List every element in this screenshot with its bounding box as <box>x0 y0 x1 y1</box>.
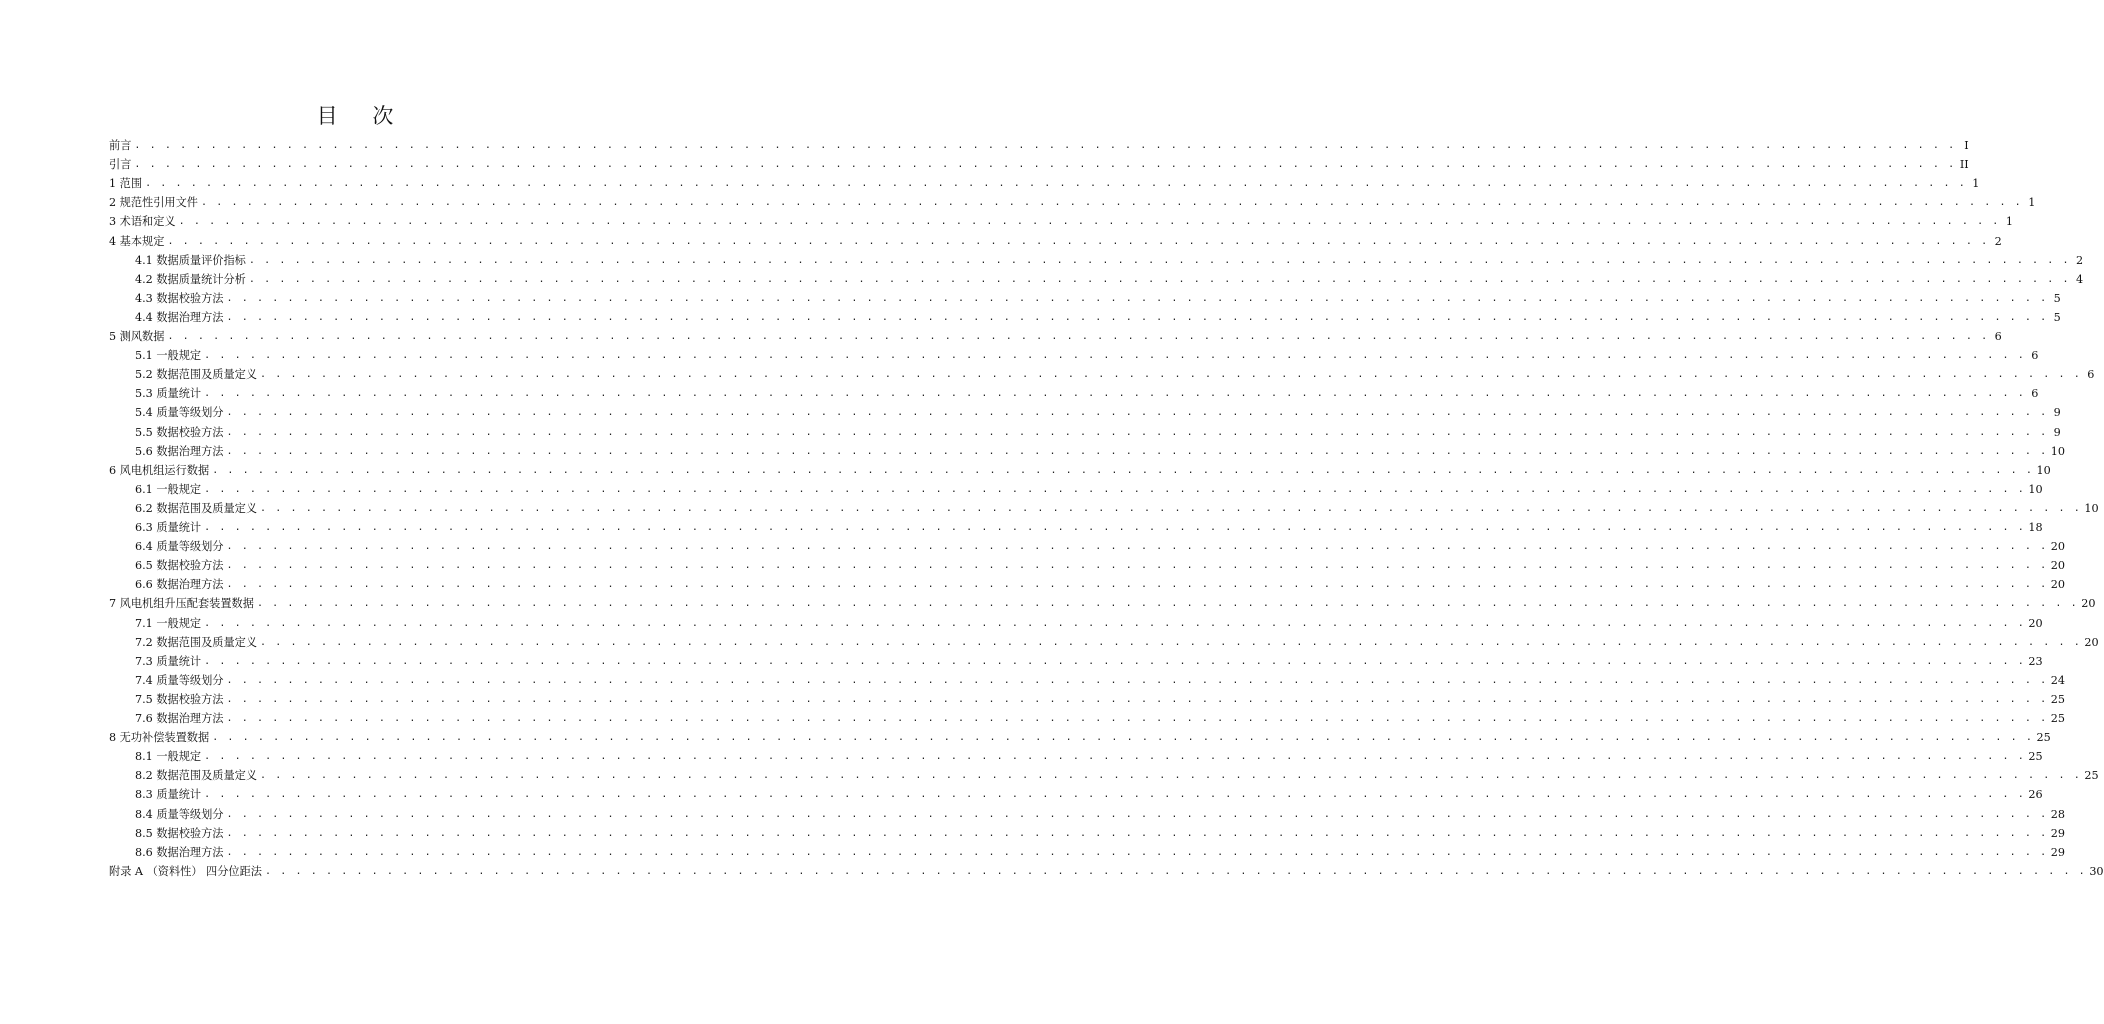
toc-entry-page: 6 <box>1994 330 2002 343</box>
toc-entry[interactable] <box>135 652 2043 671</box>
toc-entry-label: 引言 <box>109 158 132 172</box>
toc-leader-dots: . . . . . . . . . . . . . . . . . . . . . . . . . . . . . . . . . . . . . . . . . . . . . . . . . . . . . . . . . . . . . . . . . . . . . . . . . . . . . . . . . . . . . . . . . . . . . . . . . . . . . . . . . . . . . . . . . . . . . . . . <box>226 579 2048 591</box>
toc-leader-dots: . . . . . . . . . . . . . . . . . . . . . . . . . . . . . . . . . . . . . . . . . . . . . . . . . . . . . . . . . . . . . . . . . . . . . . . . . . . . . . . . . . . . . . . . . . . . . . . . . . . . . . . . . . . . . . . . . . . . . . . . <box>212 464 2034 476</box>
toc-entry-page: 26 <box>2028 788 2043 802</box>
toc-entry-label: 5.5 数据校验方法 <box>135 425 224 439</box>
toc-leader-dots: . . . . . . . . . . . . . . . . . . . . . . . . . . . . . . . . . . . . . . . . . . . . . . . . . . . . . . . . . . . . . . . . . . . . . . . . . . . . . . . . . . . . . . . . . . . . . . . . . . . . . . . . . . . . . . . . . . . . . . . . <box>226 426 2048 438</box>
toc-entry[interactable] <box>109 232 2002 251</box>
toc-entry[interactable] <box>135 633 2099 652</box>
toc-entry-page: 5 <box>2053 291 2061 305</box>
toc-entry[interactable] <box>135 805 2066 824</box>
toc-entry-label: 6.3 质量统计 <box>135 521 202 534</box>
toc-entry[interactable] <box>135 270 2084 289</box>
toc-entry-label: 6.4 质量等级划分 <box>135 540 224 554</box>
toc-entry-page: 2 <box>2076 253 2084 267</box>
toc-entry[interactable] <box>135 251 2084 270</box>
toc-entry-page: 9 <box>2053 406 2061 420</box>
toc-entry-label: 8.4 质量等级划分 <box>135 807 224 821</box>
toc-entry-label: 7.1 一般规定 <box>135 616 202 630</box>
toc-entry-label: 8 无功补偿装置数据 <box>109 731 210 745</box>
toc-entry-page: 20 <box>2028 616 2043 630</box>
toc-leader-dots: . . . . . . . . . . . . . . . . . . . . . . . . . . . . . . . . . . . . . . . . . . . . . . . . . . . . . . . . . . . . . . . . . . . . . . . . . . . . . . . . . . . . . . . . . . . . . . . . . . . . . . . . . . . . . . . . . . . . . . . . <box>167 331 1989 342</box>
toc-entry[interactable] <box>135 480 2043 499</box>
page-title: 目 次 <box>316 104 408 128</box>
toc-entry[interactable] <box>109 862 2104 881</box>
toc-entry[interactable] <box>135 365 2095 384</box>
toc-leader-dots: . . . . . . . . . . . . . . . . . . . . . . . . . . . . . . . . . . . . . . . . . . . . . . . . . . . . . . . . . . . . . . . . . . . . . . . . . . . . . . . . . . . . . . . . . . . . . . . . . . . . . . . . . . . . . . . . . . . . . . . . <box>226 292 2048 304</box>
toc-entry-page: 20 <box>2050 559 2066 573</box>
toc-entry-page: 25 <box>2028 750 2043 764</box>
toc-entry-page: 1 <box>2005 215 2013 229</box>
toc-entry-page: 10 <box>2050 444 2066 458</box>
toc-leader-dots: . . . . . . . . . . . . . . . . . . . . . . . . . . . . . . . . . . . . . . . . . . . . . . . . . . . . . . . . . . . . . . . . . . . . . . . . . . . . . . . . . . . . . . . . . . . . . . . . . . . . . . . . . . . . . . . . . . . . . . . . <box>226 541 2048 553</box>
toc-entry-label: 8.2 数据范围及质量定义 <box>135 769 258 783</box>
toc-entry[interactable] <box>135 537 2066 556</box>
toc-leader-dots: . . . . . . . . . . . . . . . . . . . . . . . . . . . . . . . . . . . . . . . . . . . . . . . . . . . . . . . . . . . . . . . . . . . . . . . . . . . . . . . . . . . . . . . . . . . . . . . . . . . . . . . . . . . . . . . . . . . . . . . . <box>248 273 2071 285</box>
toc-leader-dots: . . . . . . . . . . . . . . . . . . . . . . . . . . . . . . . . . . . . . . . . . . . . . . . . . . . . . . . . . . . . . . . . . . . . . . . . . . . . . . . . . . . . . . . . . . . . . . . . . . . . . . . . . . . . . . . . . . . . . . . . <box>260 770 2082 782</box>
toc-entry-label: 8.5 数据校验方法 <box>135 826 224 840</box>
toc-leader-dots: . . . . . . . . . . . . . . . . . . . . . . . . . . . . . . . . . . . . . . . . . . . . . . . . . . . . . . . . . . . . . . . . . . . . . . . . . . . . . . . . . . . . . . . . . . . . . . . . . . . . . . . . . . . . . . . . . . . . . . . . <box>226 407 2048 419</box>
toc-leader-dots: . . . . . . . . . . . . . . . . . . . . . . . . . . . . . . . . . . . . . . . . . . . . . . . . . . . . . . . . . . . . . . . . . . . . . . . . . . . . . . . . . . . . . . . . . . . . . . . . . . . . . . . . . . . . . . . . . . . . . . . . <box>260 636 2082 648</box>
toc-entry-page: 20 <box>2081 597 2096 611</box>
toc-entry-label: 3 术语和定义 <box>109 215 176 229</box>
toc-entry-page: 1 <box>1972 177 1980 191</box>
toc-entry-label: 4 基本规定 <box>109 234 165 248</box>
toc-leader-dots: . . . . . . . . . . . . . . . . . . . . . . . . . . . . . . . . . . . . . . . . . . . . . . . . . . . . . . . . . . . . . . . . . . . . . . . . . . . . . . . . . . . . . . . . . . . . . . . . . . . . . . . . . . . . . . . . . . . . . . . . <box>204 751 2026 763</box>
toc-leader-dots: . . . . . . . . . . . . . . . . . . . . . . . . . . . . . . . . . . . . . . . . . . . . . . . . . . . . . . . . . . . . . . . . . . . . . . . . . . . . . . . . . . . . . . . . . . . . . . . . . . . . . . . . . . . . . . . . . . . . . . . . <box>204 388 2026 400</box>
toc-entry-label: 4.3 数据校验方法 <box>135 291 224 305</box>
toc-leader-dots: . . . . . . . . . . . . . . . . . . . . . . . . . . . . . . . . . . . . . . . . . . . . . . . . . . . . . . . . . . . . . . . . . . . . . . . . . . . . . . . . . . . . . . . . . . . . . . . . . . . . . . . . . . . . . . . . . . . . . . . . <box>204 789 2026 801</box>
toc-entry-page: 29 <box>2050 826 2066 840</box>
toc-leader-dots: . . . . . . . . . . . . . . . . . . . . . . . . . . . . . . . . . . . . . . . . . . . . . . . . . . . . . . . . . . . . . . . . . . . . . . . . . . . . . . . . . . . . . . . . . . . . . . . . . . . . . . . . . . . . . . . . . . . . . . . . <box>204 483 2026 495</box>
toc-entry[interactable] <box>135 614 2043 633</box>
toc-entry[interactable] <box>109 728 2051 747</box>
toc-entry[interactable] <box>109 461 2051 480</box>
toc-entry[interactable] <box>135 499 2099 518</box>
toc-entry-page: II <box>1959 158 1969 172</box>
toc-entry-label: 7.3 质量统计 <box>135 654 202 668</box>
toc-leader-dots: . . . . . . . . . . . . . . . . . . . . . . . . . . . . . . . . . . . . . . . . . . . . . . . . . . . . . . . . . . . . . . . . . . . . . . . . . . . . . . . . . . . . . . . . . . . . . . . . . . . . . . . . . . . . . . . . . . . . . . . . <box>204 617 2026 629</box>
toc-entry[interactable] <box>135 289 2061 308</box>
toc-entry-page: 25 <box>2050 712 2066 725</box>
toc-entry-label: 5.6 数据治理方法 <box>135 444 224 458</box>
toc-leader-dots: . . . . . . . . . . . . . . . . . . . . . . . . . . . . . . . . . . . . . . . . . . . . . . . . . . . . . . . . . . . . . . . . . . . . . . . . . . . . . . . . . . . . . . . . . . . . . . . . . . . . . . . . . . . . . . . . . . . . . . . . <box>204 350 2026 362</box>
toc-entry[interactable] <box>109 136 1969 155</box>
toc-entry-page: 10 <box>2084 501 2099 515</box>
toc-entry-page: 24 <box>2050 673 2066 687</box>
toc-entry-label: 6.2 数据范围及质量定义 <box>135 501 258 515</box>
toc-leader-dots: . . . . . . . . . . . . . . . . . . . . . . . . . . . . . . . . . . . . . . . . . . . . . . . . . . . . . . . . . . . . . . . . . . . . . . . . . . . . . . . . . . . . . . . . . . . . . . . . . . . . . . . . . . . . . . . . . . . . . . . . <box>260 369 2082 381</box>
toc-entry-label: 7.4 质量等级划分 <box>135 673 224 687</box>
toc-entry[interactable] <box>135 556 2066 575</box>
toc-entry-page: 5 <box>2053 310 2061 324</box>
toc-entry-page: 6 <box>2087 368 2095 382</box>
toc-entry[interactable] <box>135 575 2066 594</box>
toc-leader-dots: . . . . . . . . . . . . . . . . . . . . . . . . . . . . . . . . . . . . . . . . . . . . . . . . . . . . . . . . . . . . . . . . . . . . . . . . . . . . . . . . . . . . . . . . . . . . . . . . . . . . . . . . . . . . . . . . . . . . . . . . <box>226 693 2048 705</box>
toc-entry[interactable] <box>109 174 1980 193</box>
toc-entry[interactable] <box>135 747 2043 766</box>
toc-entry-label: 前言 <box>109 139 132 152</box>
toc-entry[interactable] <box>109 193 2036 212</box>
toc-entry-page: 20 <box>2050 540 2066 554</box>
toc-entry[interactable] <box>109 327 2002 346</box>
toc-entry-page: I <box>1964 139 1969 152</box>
toc-entry-label: 8.1 一般规定 <box>135 750 202 764</box>
toc-entry-page: 30 <box>2089 864 2104 878</box>
toc-leader-dots: . . . . . . . . . . . . . . . . . . . . . . . . . . . . . . . . . . . . . . . . . . . . . . . . . . . . . . . . . . . . . . . . . . . . . . . . . . . . . . . . . . . . . . . . . . . . . . . . . . . . . . . . . . . . . . . . . . . . . . . . <box>226 846 2048 858</box>
toc-leader-dots: . . . . . . . . . . . . . . . . . . . . . . . . . . . . . . . . . . . . . . . . . . . . . . . . . . . . . . . . . . . . . . . . . . . . . . . . . . . . . . . . . . . . . . . . . . . . . . . . . . . . . . . . . . . . . . . . . . . . . . . . <box>167 235 1989 247</box>
toc-entry-page: 29 <box>2050 845 2066 859</box>
toc-leader-dots: . . . . . . . . . . . . . . . . . . . . . . . . . . . . . . . . . . . . . . . . . . . . . . . . . . . . . . . . . . . . . . . . . . . . . . . . . . . . . . . . . . . . . . . . . . . . . . . . . . . . . . . . . . . . . . . . . . . . . . . . <box>226 311 2048 323</box>
toc-entry-label: 4.1 数据质量评价指标 <box>135 253 246 267</box>
toc-leader-dots: . . . . . . . . . . . . . . . . . . . . . . . . . . . . . . . . . . . . . . . . . . . . . . . . . . . . . . . . . . . . . . . . . . . . . . . . . . . . . . . . . . . . . . . . . . . . . . . . . . . . . . . . . . . . . . . . . . . . . . . . <box>204 655 2026 667</box>
toc-entry-page: 4 <box>2076 272 2084 286</box>
toc-entry[interactable] <box>135 518 2043 537</box>
toc-entry-label: 附录 A （资料性） 四分位距法 <box>109 864 262 878</box>
toc-leader-dots: . . . . . . . . . . . . . . . . . . . . . . . . . . . . . . . . . . . . . . . . . . . . . . . . . . . . . . . . . . . . . . . . . . . . . . . . . . . . . . . . . . . . . . . . . . . . . . . . . . . . . . . . . . . . . . . . . . . . . . . . <box>260 502 2082 514</box>
toc-entry-label: 6 风电机组运行数据 <box>109 463 210 477</box>
toc-leader-dots: . . . . . . . . . . . . . . . . . . . . . . . . . . . . . . . . . . . . . . . . . . . . . . . . . . . . . . . . . . . . . . . . . . . . . . . . . . . . . . . . . . . . . . . . . . . . . . . . . . . . . . . . . . . . . . . . . . . . . . . . <box>226 808 2048 820</box>
toc-entry-label: 8.3 质量统计 <box>135 788 202 802</box>
toc-leader-dots: . . . . . . . . . . . . . . . . . . . . . . . . . . . . . . . . . . . . . . . . . . . . . . . . . . . . . . . . . . . . . . . . . . . . . . . . . . . . . . . . . . . . . . . . . . . . . . . . . . . . . . . . . . . . . . . . . . . . . . . . <box>145 178 1967 190</box>
toc-entry-label: 5.4 质量等级划分 <box>135 406 224 420</box>
toc-entry-label: 4.4 数据治理方法 <box>135 310 224 324</box>
toc-entry[interactable] <box>109 594 2096 613</box>
toc-entry-label: 6.5 数据校验方法 <box>135 559 224 573</box>
toc-entry[interactable] <box>135 403 2061 422</box>
toc-entry-page: 9 <box>2053 425 2061 439</box>
toc-entry[interactable] <box>135 346 2039 365</box>
toc-entry-page: 23 <box>2028 654 2043 668</box>
toc-entry-label: 7.5 数据校验方法 <box>135 692 224 706</box>
toc-entry[interactable] <box>135 843 2066 862</box>
toc-entry[interactable] <box>109 155 1969 174</box>
toc-entry[interactable] <box>135 308 2061 327</box>
toc-entry-label: 7.6 数据治理方法 <box>135 712 224 725</box>
toc-entry-page: 10 <box>2028 482 2043 496</box>
toc-leader-dots: . . . . . . . . . . . . . . . . . . . . . . . . . . . . . . . . . . . . . . . . . . . . . . . . . . . . . . . . . . . . . . . . . . . . . . . . . . . . . . . . . . . . . . . . . . . . . . . . . . . . . . . . . . . . . . . . . . . . . . . . <box>226 445 2048 457</box>
toc-entry[interactable] <box>135 690 2066 709</box>
toc-entry[interactable] <box>135 442 2066 461</box>
toc-entry[interactable] <box>109 212 2013 231</box>
toc-entry-page: 25 <box>2036 731 2051 745</box>
toc-entry-label: 8.6 数据治理方法 <box>135 845 224 859</box>
toc-leader-dots: . . . . . . . . . . . . . . . . . . . . . . . . . . . . . . . . . . . . . . . . . . . . . . . . . . . . . . . . . . . . . . . . . . . . . . . . . . . . . . . . . . . . . . . . . . . . . . . . . . . . . . . . . . . . . . . . . . . . . . . . <box>226 674 2048 686</box>
toc-leader-dots: . . . . . . . . . . . . . . . . . . . . . . . . . . . . . . . . . . . . . . . . . . . . . . . . . . . . . . . . . . . . . . . . . . . . . . . . . . . . . . . . . . . . . . . . . . . . . . . . . . . . . . . . . . . . . . . . . . . . . . . . <box>212 732 2034 744</box>
toc-leader-dots: . . . . . . . . . . . . . . . . . . . . . . . . . . . . . . . . . . . . . . . . . . . . . . . . . . . . . . . . . . . . . . . . . . . . . . . . . . . . . . . . . . . . . . . . . . . . . . . . . . . . . . . . . . . . . . . . . . . . . . . . <box>265 865 2087 877</box>
toc-entry-page: 25 <box>2050 692 2066 706</box>
toc-leader-dots: . . . . . . . . . . . . . . . . . . . . . . . . . . . . . . . . . . . . . . . . . . . . . . . . . . . . . . . . . . . . . . . . . . . . . . . . . . . . . . . . . . . . . . . . . . . . . . . . . . . . . . . . . . . . . . . . . . . . . . . . <box>256 598 2079 610</box>
toc-entry-page: 6 <box>2031 349 2039 363</box>
toc-entry-label: 5 测风数据 <box>109 330 165 343</box>
toc-leader-dots: . . . . . . . . . . . . . . . . . . . . . . . . . . . . . . . . . . . . . . . . . . . . . . . . . . . . . . . . . . . . . . . . . . . . . . . . . . . . . . . . . . . . . . . . . . . . . . . . . . . . . . . . . . . . . . . . . . . . . . . . <box>178 216 2000 228</box>
toc-entry-label: 2 规范性引用文件 <box>109 196 198 210</box>
toc-entry[interactable] <box>135 785 2043 804</box>
toc-entry-page: 20 <box>2084 635 2099 649</box>
toc-entry-label: 7.2 数据范围及质量定义 <box>135 635 258 649</box>
toc-entry[interactable] <box>135 384 2039 403</box>
toc-entry[interactable] <box>135 824 2066 843</box>
toc-entry-page: 25 <box>2084 769 2099 783</box>
toc-entry-page: 1 <box>2028 196 2036 210</box>
toc-entry-page: 20 <box>2050 578 2066 592</box>
toc-entry[interactable] <box>135 671 2066 690</box>
toc-entry-label: 5.3 质量统计 <box>135 387 202 401</box>
toc-entry[interactable] <box>135 709 2066 728</box>
toc-entry-label: 1 范围 <box>109 177 143 191</box>
toc-entry[interactable] <box>135 766 2099 785</box>
toc-entry-label: 4.2 数据质量统计分析 <box>135 272 246 286</box>
toc-leader-dots: . . . . . . . . . . . . . . . . . . . . . . . . . . . . . . . . . . . . . . . . . . . . . . . . . . . . . . . . . . . . . . . . . . . . . . . . . . . . . . . . . . . . . . . . . . . . . . . . . . . . . . . . . . . . . . . . . . . . . . . . <box>226 827 2048 839</box>
toc-leader-dots: . . . . . . . . . . . . . . . . . . . . . . . . . . . . . . . . . . . . . . . . . . . . . . . . . . . . . . . . . . . . . . . . . . . . . . . . . . . . . . . . . . . . . . . . . . . . . . . . . . . . . . . . . . . . . . . . . . . . . . . . <box>134 140 1956 151</box>
toc-leader-dots: . . . . . . . . . . . . . . . . . . . . . . . . . . . . . . . . . . . . . . . . . . . . . . . . . . . . . . . . . . . . . . . . . . . . . . . . . . . . . . . . . . . . . . . . . . . . . . . . . . . . . . . . . . . . . . . . . . . . . . . . <box>204 522 2026 533</box>
toc-entry-label: 5.1 一般规定 <box>135 349 202 363</box>
toc-entry-page: 18 <box>2028 521 2043 534</box>
toc-leader-dots: . . . . . . . . . . . . . . . . . . . . . . . . . . . . . . . . . . . . . . . . . . . . . . . . . . . . . . . . . . . . . . . . . . . . . . . . . . . . . . . . . . . . . . . . . . . . . . . . . . . . . . . . . . . . . . . . . . . . . . . . <box>201 197 2023 209</box>
toc-leader-dots: . . . . . . . . . . . . . . . . . . . . . . . . . . . . . . . . . . . . . . . . . . . . . . . . . . . . . . . . . . . . . . . . . . . . . . . . . . . . . . . . . . . . . . . . . . . . . . . . . . . . . . . . . . . . . . . . . . . . . . . . <box>226 560 2048 572</box>
toc-entry-page: 28 <box>2050 807 2066 821</box>
toc-entry-page: 10 <box>2036 463 2051 477</box>
toc-entry-label: 6.1 一般规定 <box>135 482 202 496</box>
toc-entry-label: 5.2 数据范围及质量定义 <box>135 368 258 382</box>
toc-entry[interactable] <box>135 423 2061 442</box>
toc-entry-page: 6 <box>2031 387 2039 401</box>
toc-leader-dots: . . . . . . . . . . . . . . . . . . . . . . . . . . . . . . . . . . . . . . . . . . . . . . . . . . . . . . . . . . . . . . . . . . . . . . . . . . . . . . . . . . . . . . . . . . . . . . . . . . . . . . . . . . . . . . . . . . . . . . . . <box>248 254 2071 266</box>
toc-leader-dots: . . . . . . . . . . . . . . . . . . . . . . . . . . . . . . . . . . . . . . . . . . . . . . . . . . . . . . . . . . . . . . . . . . . . . . . . . . . . . . . . . . . . . . . . . . . . . . . . . . . . . . . . . . . . . . . . . . . . . . . . <box>134 159 1956 171</box>
toc-entry-label: 7 风电机组升压配套装置数据 <box>109 597 254 611</box>
toc-entry-label: 6.6 数据治理方法 <box>135 578 224 592</box>
toc-entry-page: 2 <box>1994 234 2002 248</box>
toc-leader-dots: . . . . . . . . . . . . . . . . . . . . . . . . . . . . . . . . . . . . . . . . . . . . . . . . . . . . . . . . . . . . . . . . . . . . . . . . . . . . . . . . . . . . . . . . . . . . . . . . . . . . . . . . . . . . . . . . . . . . . . . . <box>226 713 2048 724</box>
